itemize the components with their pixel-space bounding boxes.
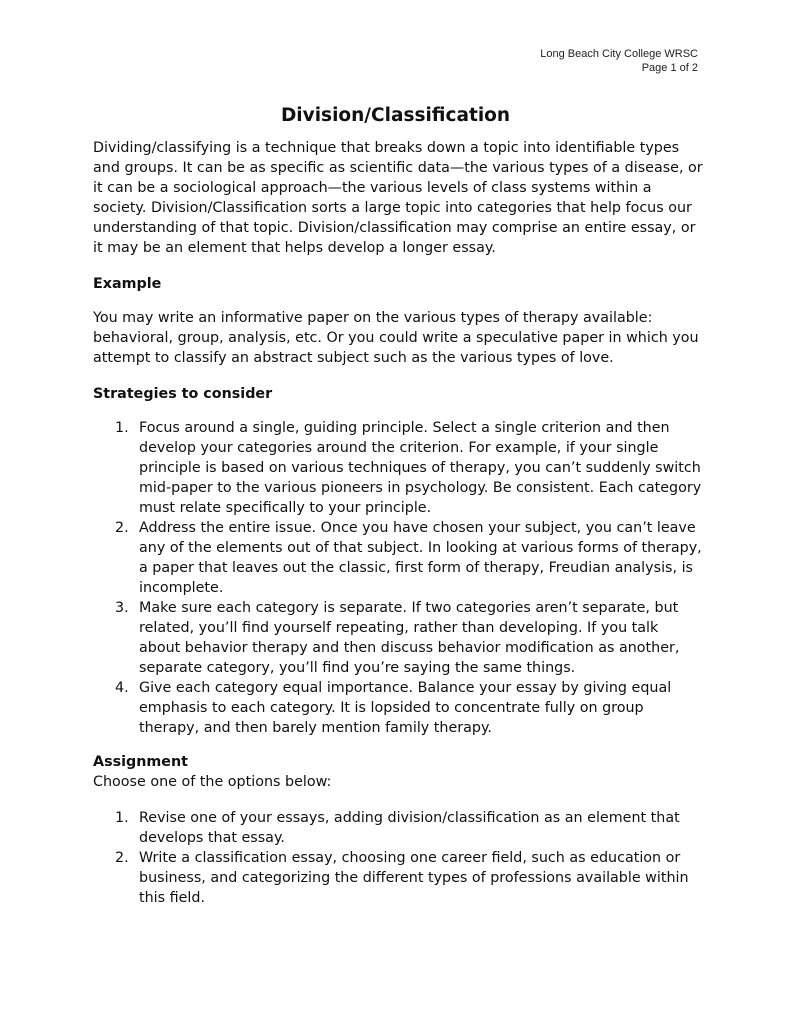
list-item-text: Give each category equal importance. Balance your essay by giving equal emphasis to each category. It is lopsided to concentrate fully on group therapy, and then barely mention family therapy. xyxy=(139,680,672,736)
list-item xyxy=(93,848,703,908)
list-number: 3. xyxy=(115,600,129,616)
list-number: 1. xyxy=(115,810,129,826)
list-item-text: Address the entire issue. Once you have chosen your subject, you can’t leave any of the elements out of that subject. In looking at various forms of therapy, a paper that leaves out the classic, first form of therapy, Freudian analysis, is incomplete. xyxy=(139,520,702,596)
list-item-text: Focus around a single, guiding principle. Select a single criterion and then develop your categories around the criterion. For example, if your single principle is based on various techniques of therapy, you can’t suddenly switch mid-paper to the various pioneers in psychology. Be consistent. Each category must relate specifically to your principle. xyxy=(139,420,702,516)
page-title: Division/Classification xyxy=(280,105,511,126)
assignment-list xyxy=(93,808,703,908)
list-item xyxy=(93,808,703,848)
list-item xyxy=(93,418,703,518)
list-item xyxy=(93,678,703,738)
list-item-text: Write a classification essay, choosing one career field, such as education or business, and categorizing the different types of professions available within this field. xyxy=(139,850,689,906)
list-number: 4. xyxy=(115,680,129,696)
header-page-number: Page 1 of 2 xyxy=(641,62,698,74)
list-item xyxy=(93,518,703,598)
list-item-text: Revise one of your essays, adding division/classification as an element that develops that essay. xyxy=(139,810,680,846)
strategies-list xyxy=(93,418,703,738)
assignment-intro: Choose one of the options below: xyxy=(93,774,332,790)
example-paragraph: You may write an informative paper on the various types of therapy available: behavioral, group, analysis, etc. Or you could write a speculative paper in which you attempt to classify an abstract subject such as the various types of love. xyxy=(93,310,699,366)
example-heading: Example xyxy=(93,276,162,292)
list-number: 1. xyxy=(115,420,129,436)
page-header xyxy=(540,47,698,75)
list-item xyxy=(93,598,703,678)
list-number: 2. xyxy=(115,850,129,866)
list-item-text: Make sure each category is separate. If two categories aren’t separate, but related, you’ll find yourself repeating, rather than developing. If you talk about behavior therapy and then discuss behavior modification as another, separate category, you’ll find you’re saying the same things. xyxy=(139,600,680,676)
document-body xyxy=(93,138,703,908)
header-org: Long Beach City College WRSC xyxy=(540,48,698,60)
strategies-heading: Strategies to consider xyxy=(93,386,273,402)
list-number: 2. xyxy=(115,520,129,536)
assignment-heading: Assignment xyxy=(93,754,189,770)
intro-paragraph: Dividing/classifying is a technique that breaks down a topic into identifiable types and groups. It can be as specific as scientific data—the various types of a disease, or it can be a sociological approach—the various levels of class systems within a society. Division/Classification sorts a large topic into categories that help focus our understanding of that topic. Division/classification may comprise an entire essay, or it may be an element that helps develop a longer essay. xyxy=(93,140,703,256)
